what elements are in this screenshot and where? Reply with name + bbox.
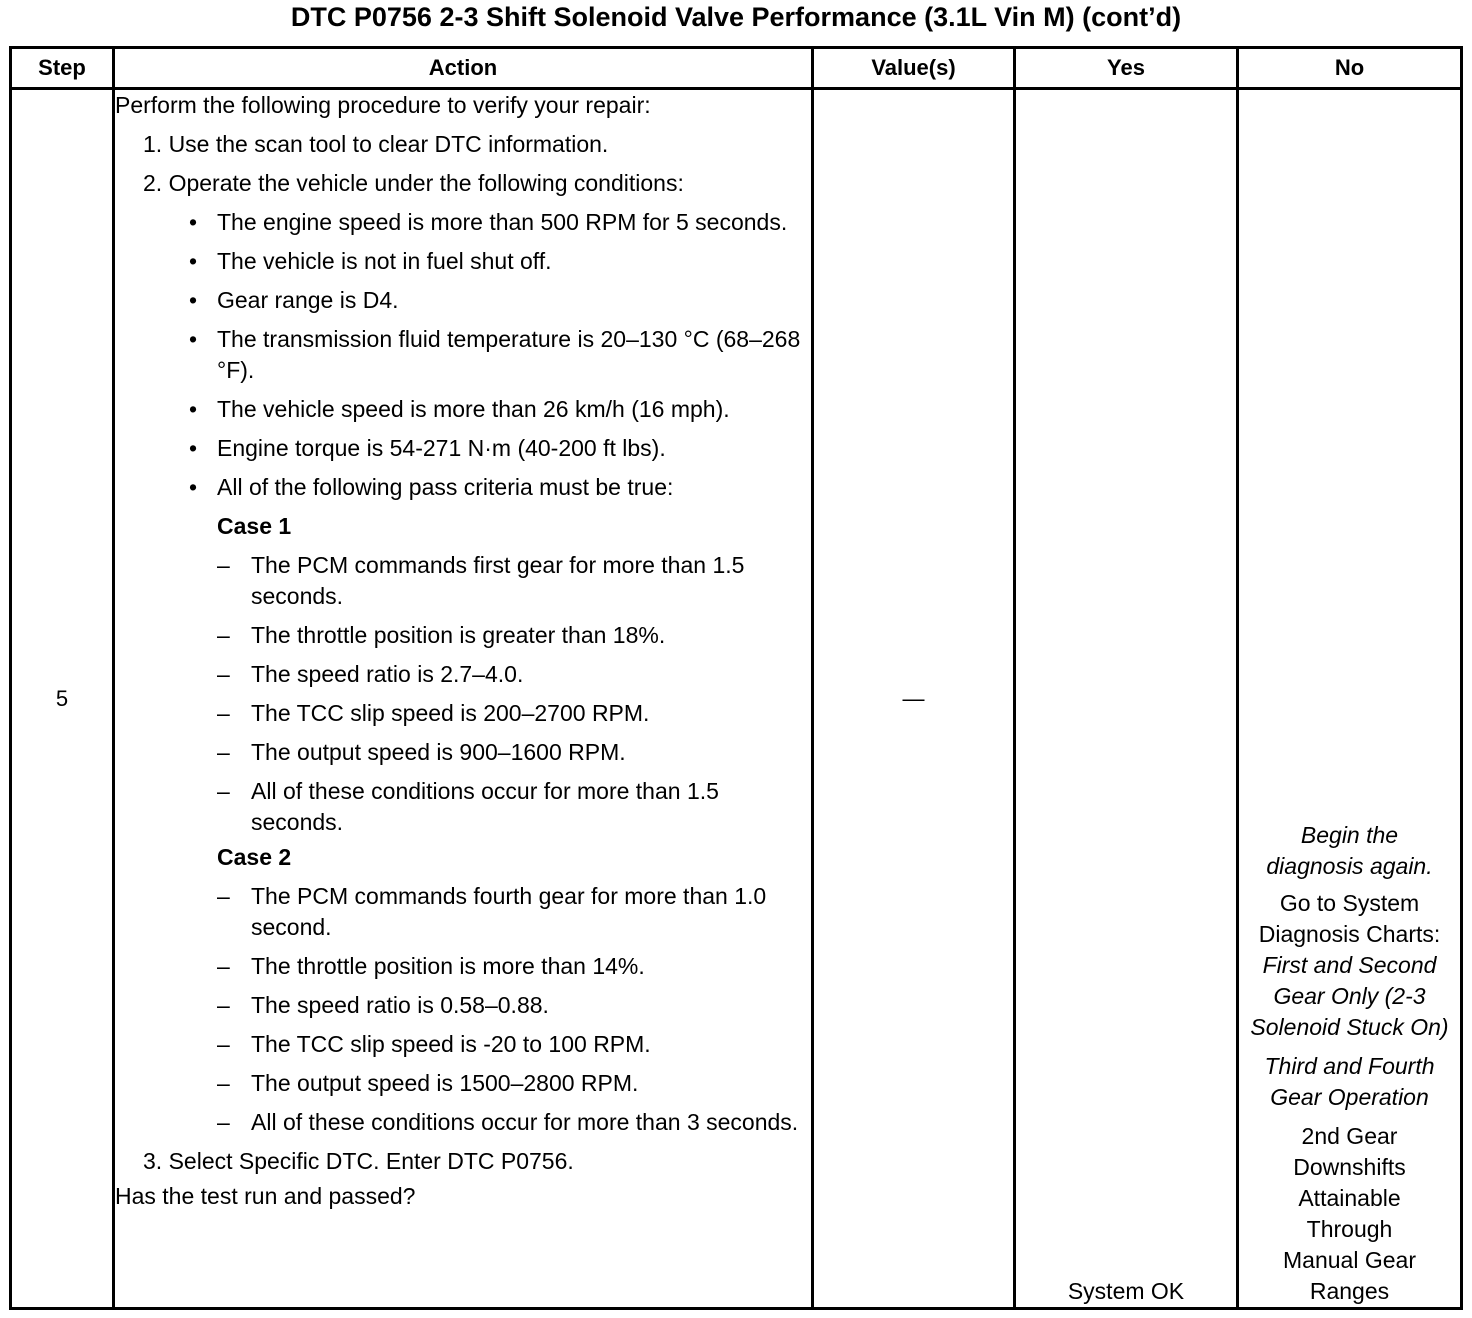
case-1-criterion: – The TCC slip speed is 200–2700 RPM. (217, 700, 650, 726)
values-cell: — (813, 89, 1015, 1309)
condition-bullet: • Gear range is D4. (189, 287, 399, 313)
action-cell (114, 89, 813, 1309)
header-action: Action (114, 48, 813, 89)
no-begin-again: Begin the diagnosis again. (1266, 822, 1433, 879)
no-cell (1238, 89, 1462, 1309)
header-values: Value(s) (813, 48, 1015, 89)
header-step: Step (11, 48, 114, 89)
header-no: No (1238, 48, 1462, 89)
action-question: Has the test run and passed? (115, 1183, 416, 1209)
action-item-2: 2. Operate the vehicle under the following conditions: (143, 170, 684, 196)
case-1-criterion: – The speed ratio is 2.7–4.0. (217, 661, 524, 687)
case-1-criterion: – The throttle position is greater than 18%. (217, 622, 666, 648)
case-2-criterion: – The TCC slip speed is -20 to 100 RPM. (217, 1031, 651, 1057)
case-2-label: Case 2 (217, 844, 292, 870)
no-goto-charts: Go to System Diagnosis Charts: (1258, 890, 1441, 947)
case-2-criterion: – The PCM commands fourth gear for more than 1.0 second. (217, 883, 767, 940)
condition-bullet: • The transmission fluid temperature is 20–130 °C (68–268 °F). (189, 326, 801, 383)
table-header-row (11, 48, 1462, 89)
case-2-criterion: – The output speed is 1500–2800 RPM. (217, 1070, 639, 1096)
case-1-criterion: – The PCM commands first gear for more than 1.5 seconds. (217, 552, 745, 609)
step-number: 5 (11, 89, 114, 1309)
condition-bullet: • The vehicle is not in fuel shut off. (189, 248, 552, 274)
case-1-criterion: – All of these conditions occur for more than 1.5 seconds. (217, 778, 719, 835)
case-2-criterion: – All of these conditions occur for more than 3 seconds. (217, 1109, 799, 1135)
no-ref-2nd-gear: 2nd Gear Downshifts Attainable Through Manual Gear Ranges (1283, 1123, 1416, 1304)
yes-cell: System OK (1015, 89, 1238, 1309)
action-item-1: 1. Use the scan tool to clear DTC information. (143, 131, 609, 157)
condition-bullet: • All of the following pass criteria must be true: (189, 474, 674, 500)
action-intro: Perform the following procedure to verify your repair: (115, 92, 651, 118)
no-ref-first-second: First and Second Gear Only (2-3 Solenoid Stuck On) (1250, 952, 1449, 1040)
condition-bullet: • Engine torque is 54-271 N·m (40-200 ft lbs). (189, 435, 666, 461)
diagnostic-table (9, 46, 1463, 1310)
page-title: DTC P0756 2-3 Shift Solenoid Valve Performance (3.1L Vin M) (cont’d) (290, 2, 1182, 32)
condition-bullet: • The engine speed is more than 500 RPM for 5 seconds. (189, 209, 788, 235)
case-1-label: Case 1 (217, 513, 292, 539)
condition-bullet: • The vehicle speed is more than 26 km/h (16 mph). (189, 396, 730, 422)
action-item-3: 3. Select Specific DTC. Enter DTC P0756. (143, 1148, 574, 1174)
header-yes: Yes (1015, 48, 1238, 89)
no-ref-third-fourth: Third and Fourth Gear Operation (1264, 1053, 1435, 1110)
case-2-criterion: – The throttle position is more than 14%. (217, 953, 645, 979)
case-1-criterion: – The output speed is 900–1600 RPM. (217, 739, 626, 765)
case-2-criterion: – The speed ratio is 0.58–0.88. (217, 992, 549, 1018)
table-row (11, 89, 1462, 1309)
